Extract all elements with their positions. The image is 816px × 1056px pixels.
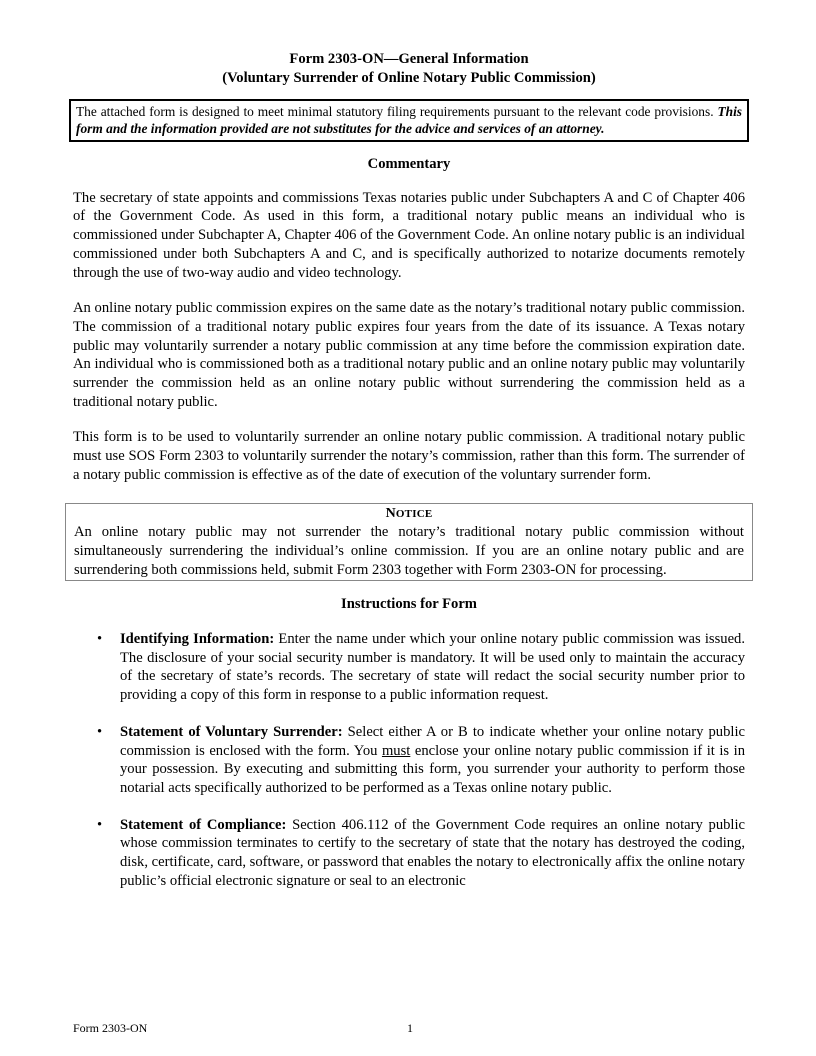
- instruction-text: enclose your online notary public commission if it is in your possession. By executing and submitting this form, you surrender your authority to perform those notarial acts specifically authorized to be performed as a Texas online notary public.: [120, 742, 745, 796]
- instruction-item-voluntary-surrender: [73, 723, 745, 798]
- document-page: [73, 50, 745, 891]
- disclaimer-text: The attached form is designed to meet minimal statutory filing requirements pursuant to the relevant code provisions.: [76, 104, 718, 119]
- notice-text: An online notary public may not surrender the notary’s traditional notary public commission without simultaneously surrendering the individual’s online commission. If you are an online notary public and are surrendering both commissions held, submit Form 2303 together with Form 2303-ON for processing.: [74, 524, 744, 578]
- instruction-item-identifying-information: [73, 630, 745, 705]
- notice-box: [65, 503, 753, 582]
- instruction-label: Statement of Compliance:: [120, 816, 287, 833]
- instruction-underlined-text: must: [381, 742, 411, 759]
- disclaimer-box: [69, 99, 749, 142]
- commentary-paragraph: The secretary of state appoints and commissions Texas notaries public under Subchapters A and C of Chapter 406 of the Government Code. As used in this form, a traditional notary public means an individual who is commissioned under Subchapter A, Chapter 406 of the Government Code. An online notary public is an individual commissioned under both Subchapters A and C, and is specifically authorized to notarize documents remotely through the use of two-way audio and video technology.: [73, 189, 745, 281]
- disclaimer-emphasis: This form and the information provided are not substitutes for the advice and services of an attorney.: [76, 104, 742, 136]
- bullet-icon: •: [97, 723, 103, 740]
- footer-form-id: Form 2303-ON: [73, 1021, 148, 1035]
- instruction-item-compliance: [73, 816, 745, 891]
- instruction-label: Statement of Voluntary Surrender:: [120, 723, 343, 740]
- instruction-text: Select either A or B to indicate whether your online notary public commission is enclosed with the form. You: [120, 723, 745, 759]
- instruction-text: Section 406.112 of the Government Code requires an online notary public whose commission terminates to certify to the secretary of state that the notary has destroyed the coding, disk, certificate, card, software, or password that enables the notary to electronically affix the online notary public’s official electronic signature or seal to an electronic: [120, 816, 746, 889]
- bullet-icon: •: [97, 631, 103, 648]
- footer-page-number: 1: [407, 1021, 413, 1035]
- instruction-label: Identifying Information:: [120, 631, 275, 648]
- bullet-icon: •: [97, 816, 103, 833]
- commentary-heading: Commentary: [367, 156, 451, 172]
- commentary-paragraph: An online notary public commission expires on the same date as the notary’s traditional notary public commission. The commission of a traditional notary public expires four years from the date of its issuance. A Texas notary public may voluntarily surrender a notary public commission at any time before the commission expiration date. An individual who is commissioned both as a traditional notary public and an online notary public may voluntarily surrender the commission held as an online notary public without surrendering the commission held as a traditional notary public.: [73, 300, 745, 410]
- form-title: [73, 50, 745, 88]
- title-line-2: (Voluntary Surrender of Online Notary Public Commission): [222, 70, 596, 86]
- instructions-list: [73, 630, 745, 890]
- instruction-text: Enter the name under which your online notary public commission was issued. The disclosure of your social security number is mandatory. It will be used only to maintain the accuracy of the secretary of state’s records. The secretary of state will redact the social security number prior to providing a copy of this form in response to a public information request.: [120, 631, 745, 704]
- notice-title: NOTICE: [385, 505, 433, 521]
- commentary-paragraph: This form is to be used to voluntarily surrender an online notary public commission. A traditional notary public must use SOS Form 2303 to voluntarily surrender the notary’s commission, rather than this form. The surrender of a notary public commission is effective as of the date of execution of the voluntary surrender form.: [73, 429, 745, 483]
- title-line-1: Form 2303-ON—General Information: [289, 51, 529, 67]
- instructions-heading: Instructions for Form: [341, 596, 477, 613]
